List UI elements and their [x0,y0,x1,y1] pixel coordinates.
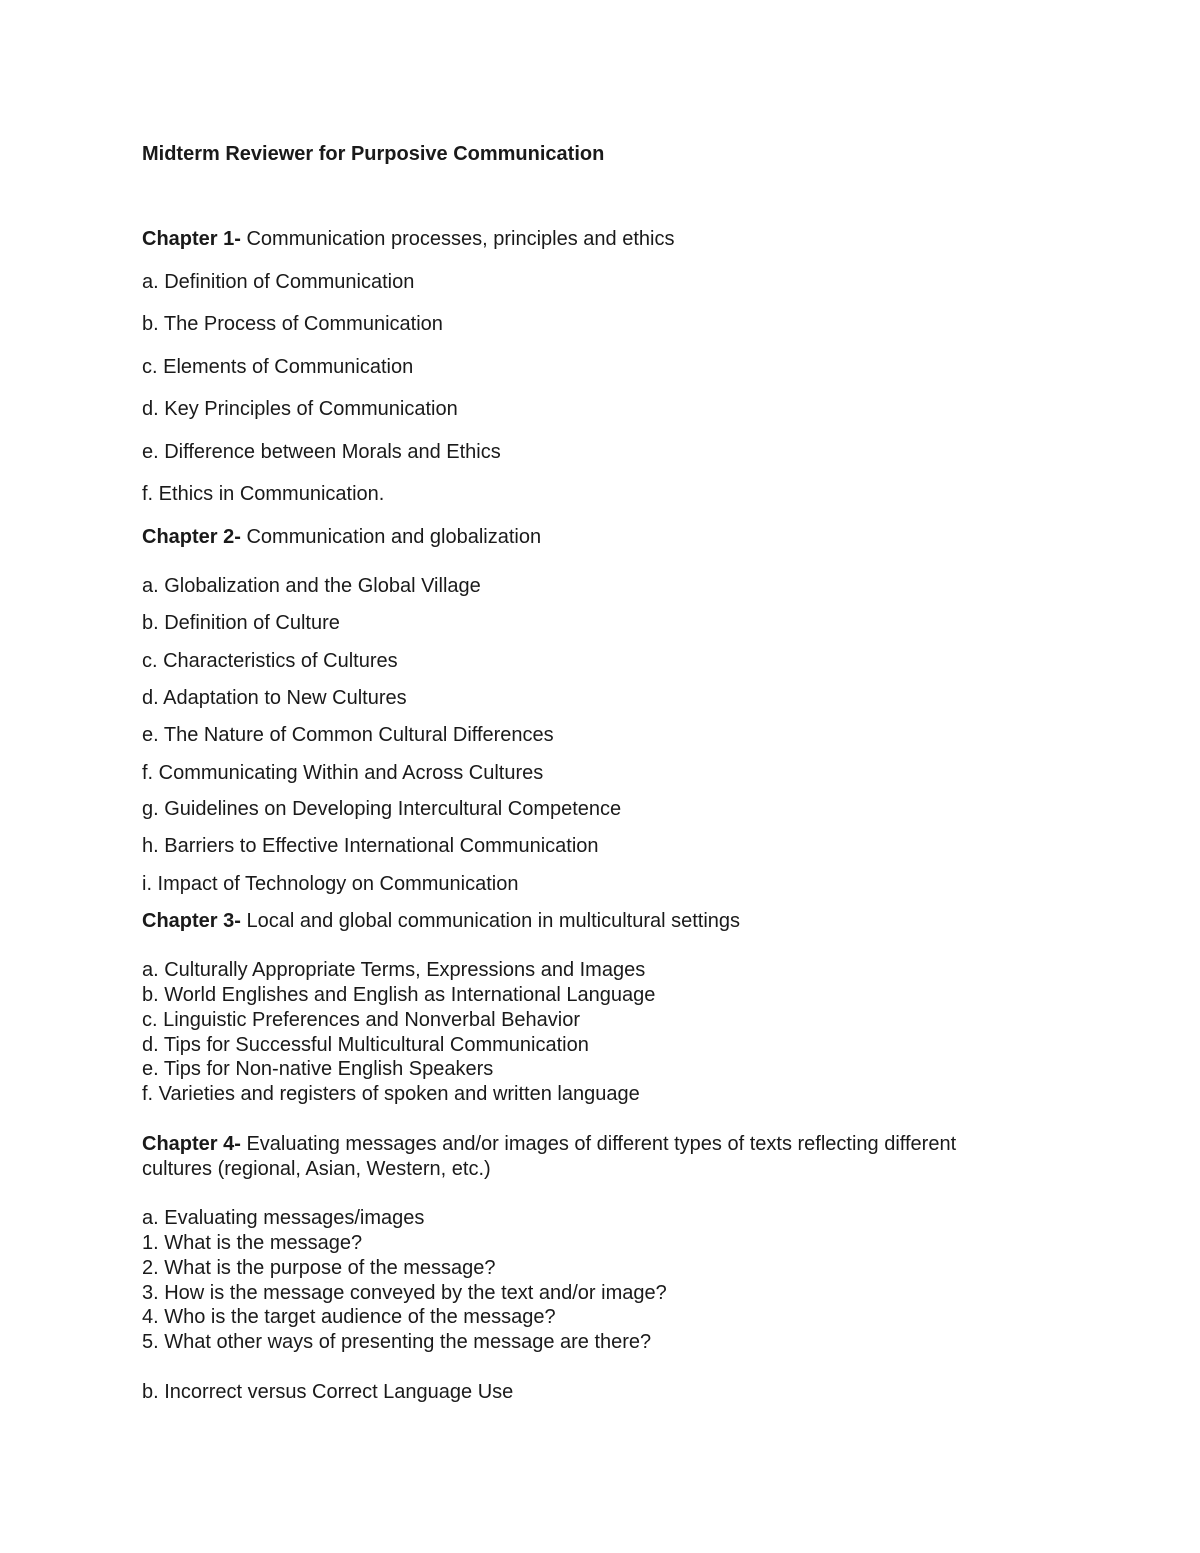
chapter-1-item: a. Definition of Communication [142,271,415,293]
chapter-4-topic: Evaluating messages and/or images of different types of texts reflecting different [240,1133,957,1155]
chapter-4-item: a. Evaluating messages/images [142,1207,425,1229]
chapter-1-item: f. Ethics in Communication. [142,483,385,505]
chapter-4-item: 4. Who is the target audience of the message? [142,1306,556,1328]
chapter-1-topic: Communication processes, principles and ethics [240,228,675,250]
chapter-3-topic: Local and global communication in multicultural settings [240,910,741,932]
chapter-1-item: b. The Process of Communication [142,313,443,335]
chapter-2-topic: Communication and globalization [240,526,542,548]
chapter-1-item: c. Elements of Communication [142,356,414,378]
chapter-2-item: a. Globalization and the Global Village [142,575,481,597]
chapter-1-item: d. Key Principles of Communication [142,398,458,420]
chapter-4-item: 1. What is the message? [142,1232,363,1254]
chapter-3-item: d. Tips for Successful Multicultural Communication [142,1034,589,1056]
chapter-1-label: Chapter 1- [142,228,241,250]
chapter-4-item: 2. What is the purpose of the message? [142,1257,496,1279]
chapter-4-label: Chapter 4- [142,1133,241,1155]
chapter-4-item: 3. How is the message conveyed by the text and/or image? [142,1282,667,1304]
chapter-2-item: g. Guidelines on Developing Intercultural Competence [142,798,622,820]
chapter-3-item: e. Tips for Non-native English Speakers [142,1058,494,1080]
chapter-3-heading [142,909,740,933]
chapter-2-item: i. Impact of Technology on Communication [142,873,519,895]
chapter-2-item: f. Communicating Within and Across Cultures [142,762,544,784]
chapter-2-item: h. Barriers to Effective International Communication [142,835,599,857]
chapter-3-label: Chapter 3- [142,910,241,932]
chapter-4-topic-continued: cultures (regional, Asian, Western, etc.) [142,1158,491,1180]
chapter-3-item: b. World Englishes and English as International Language [142,984,656,1006]
chapter-2-item: e. The Nature of Common Cultural Differences [142,724,554,746]
chapter-2-item: d. Adaptation to New Cultures [142,687,407,709]
chapter-4-heading [142,1132,956,1156]
chapter-3-item: a. Culturally Appropriate Terms, Expressions and Images [142,959,646,981]
chapter-4-item: b. Incorrect versus Correct Language Use [142,1381,514,1403]
chapter-1-heading [142,227,674,251]
document-title: Midterm Reviewer for Purposive Communication [142,143,605,165]
chapter-2-item: b. Definition of Culture [142,612,340,634]
chapter-3-item: f. Varieties and registers of spoken and written language [142,1083,640,1105]
chapter-1-item: e. Difference between Morals and Ethics [142,441,501,463]
chapter-2-label: Chapter 2- [142,526,241,548]
chapter-2-heading [142,525,541,549]
chapter-2-item: c. Characteristics of Cultures [142,650,398,672]
chapter-4-item: 5. What other ways of presenting the message are there? [142,1331,652,1353]
chapter-3-item: c. Linguistic Preferences and Nonverbal Behavior [142,1009,581,1031]
